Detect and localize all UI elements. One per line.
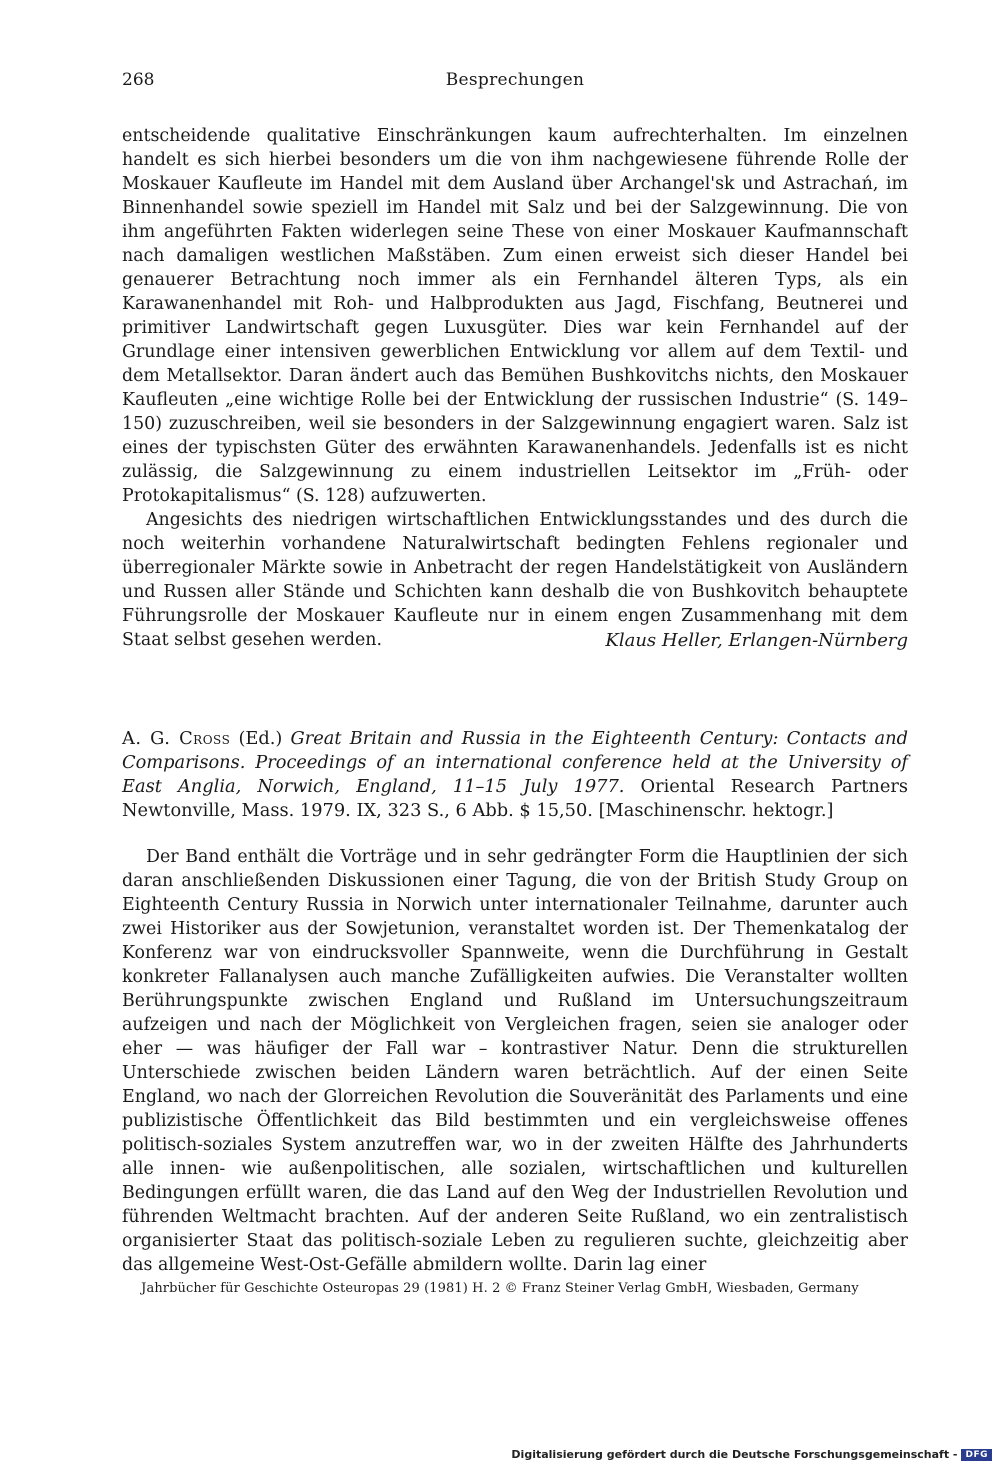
citation-author-surname: Cross — [179, 728, 231, 749]
paragraph: entscheidende qualitative Einschränkungen kaum aufrechterhalten. Im einzelnen handelt es sich hierbei besonders um die von ihm nachgewiesene führende Rolle der Moskauer Kaufleute im Handel mit dem Ausland über Archangel'sk und Astrachań, im Binnenhandel sowie speziell im Handel mit Salz und bei der Salzgewinnung. Die von ihm angeführten Fakten widerlegen seine These von einer Moskauer Kaufmannschaft nach damaligen westlichen Maßstäben. Zum einen erweist sich dieser Handel bei genauerer Betrachtung noch immer als ein Fernhandel älteren Typs, als ein Karawanenhandel mit Roh- und Halbprodukten aus Jagd, Fischfang, Beutnerei und primitiver Landwirtschaft gegen Luxusgüter. Dies war kein Fernhandel auf der Grundlage einer intensiven gewerblichen Entwicklung vor allem auf dem Textil- und dem Metallsektor. Daran ändert auch das Bemühen Bushkovitchs nichts, den Moskauer Kaufleuten „eine wichtige Rolle bei der Entwicklung der russischen Industrie“ (S. 149–150) zuzuschreiben, weil sie besonders in der Salzgewinnung engagiert waren. Salz ist eines der typischsten Güter des erwähnten Karawanenhandels. Jedenfalls ist es nicht zulässig, die Salzgewinnung zu einem industriellen Leitsektor im „Früh- oder Protokapitalismus“ (S. 128) aufzuwerten. — [122, 126, 908, 506]
running-head: Besprechungen — [445, 70, 585, 90]
citation-editor-note: (Ed.) — [230, 728, 291, 749]
paragraph: Angesichts des niedrigen wirtschaftlichen Entwicklungsstandes und des durch die noch weiterhin vorhandene Naturalwirtschaft bedingten Fehlens regionaler und überregionaler Märkte sowie in Anbetracht der regen Handelstätigkeit von Ausländern und Russen aller Stände und Schichten kann deshalb die von Bushkovitch behauptete Führungsrolle der Moskauer Kaufleute nur in einem engen Zusammenhang mit dem Staat selbst gesehen werden. — [122, 510, 908, 650]
page-number: 268 — [122, 70, 155, 90]
review-text — [122, 845, 908, 1277]
digitization-credit — [511, 1448, 992, 1461]
paragraph: Der Band enthält die Vorträge und in sehr gedrängter Form die Hauptlinien der sich daran anschließenden Diskussionen einer Tagung, die von der British Study Group on Eighteenth Century Russia in Norwich unter internationaler Teilnahme, darunter auch zwei Historiker aus der Sowjetunion, veranstaltet worden ist. Der Themenkatalog der Konferenz war von eindrucksvoller Spannweite, wenn die Durchführung in Gestalt konkreter Fallanalysen auch manche Zufälligkeiten aufwies. Die Veranstalter wollten Berührungspunkte zwischen England und Rußland im Untersuchungszeitraum aufzeigen und nach der Möglichkeit von Vergleichen fragen, seien sie analoger oder eher — was häufiger der Fall war – kontrastiver Natur. Denn die strukturellen Unterschiede zwischen beiden Ländern waren beträchtlich. Auf der einen Seite England, wo nach der Glorreichen Revolution die Souveränität des Parlaments und eine publizistische Öffentlichkeit das Bild bestimmten und ein vergleichsweise offenes politisch-soziales System anzutreffen war, wo in der zweiten Hälfte des Jahrhunderts alle innen- wie außenpolitischen, alle sozialen, wirtschaftlichen und kulturellen Bedingungen erfüllt waren, die das Land auf den Weg der Industriellen Revolution und führenden Weltmacht brachten. Auf der anderen Seite Rußland, wo ein zentralistisch organisierter Staat das politisch-soziale Leben zu regulieren suchte, gleichzeitig aber das allgemeine West-Ost-Gefälle abmildern wollte. Darin lag einer — [122, 847, 908, 1275]
citation-author-initials: A. G. — [122, 728, 180, 749]
journal-footer: Jahrbücher für Geschichte Osteuropas 29 (1981) H. 2 © Franz Steiner Verlag GmbH, Wiesbaden, Germany — [141, 1281, 859, 1296]
book-citation — [122, 727, 908, 823]
page-header — [122, 70, 908, 100]
citation-title: Great Britain and Russia in the Eighteenth Century: Contacts and Comparisons. Proceedings of an international conference held at the University of East Anglia, Norwich, England, 11–15 July 1977. — [122, 728, 908, 797]
citation-publication: Oriental Research Partners Newtonville, Mass. 1979. IX, 323 S., 6 Abb. $ 15,50. [Maschinenschr. hektogr.] — [122, 776, 908, 821]
review-continuation — [122, 124, 908, 652]
dfg-logo: DFG — [961, 1449, 992, 1461]
digitization-credit-text: Digitalisierung gefördert durch die Deutsche Forschungsgemeinschaft - — [511, 1448, 958, 1461]
reviewer-signature: Klaus Heller, Erlangen-Nürnberg — [605, 630, 908, 651]
